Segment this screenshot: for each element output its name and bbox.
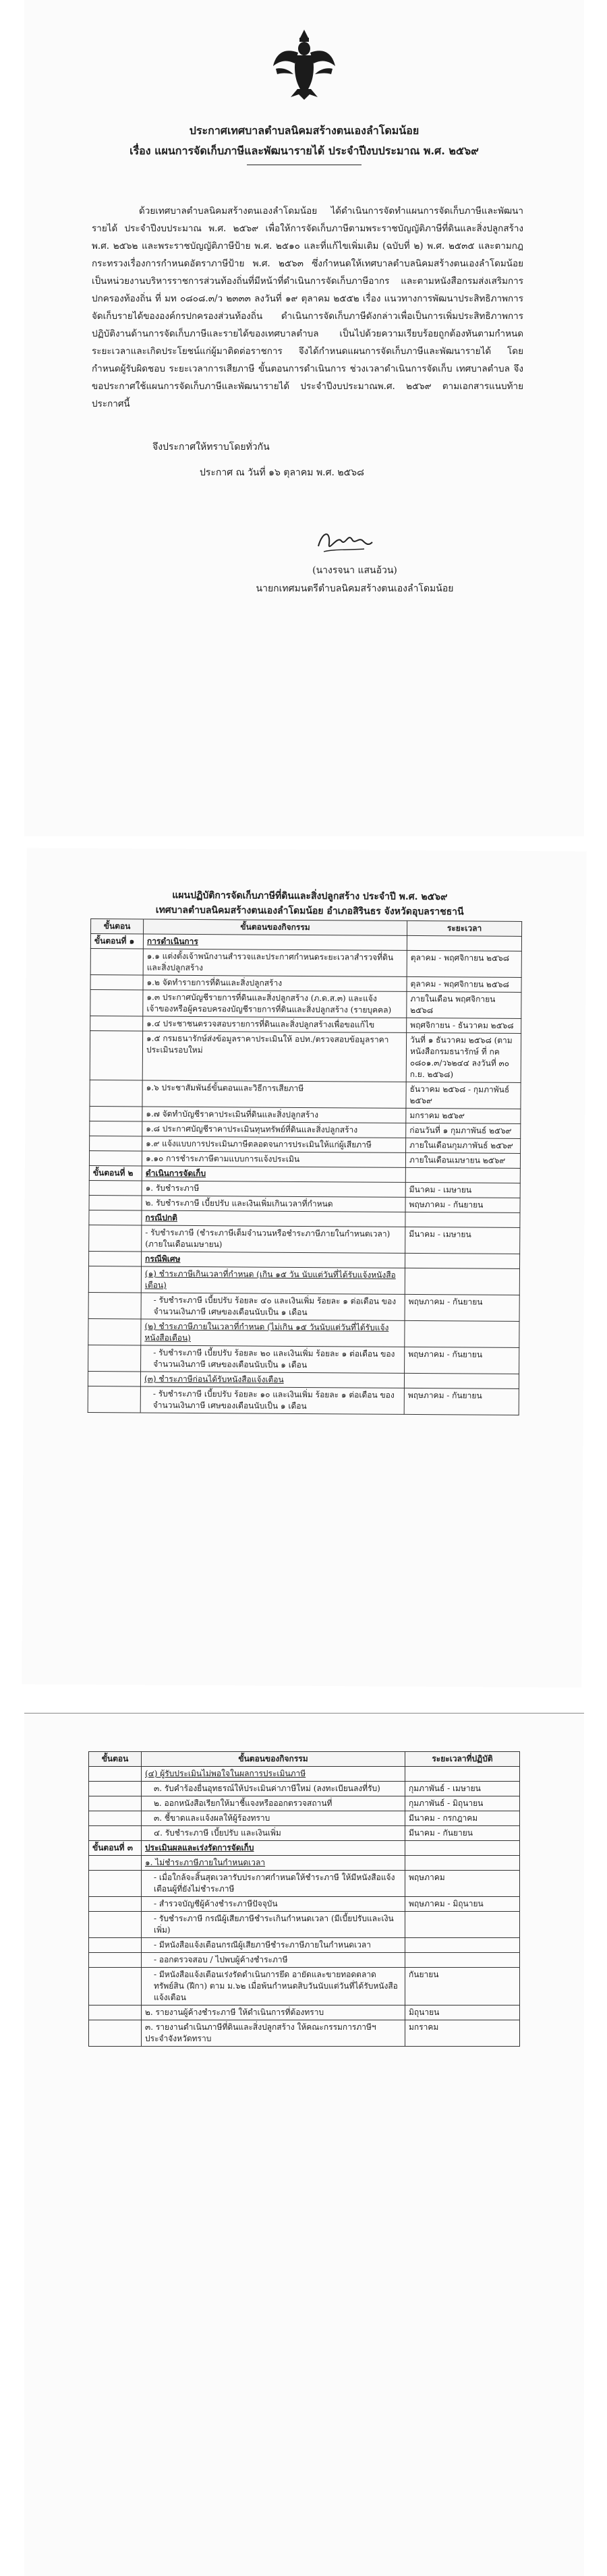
cell-activity: ๑.๗ จัดทำบัญชีราคาประเมินที่ดินและสิ่งปลูกสร้าง <box>142 1107 406 1123</box>
cell-stage <box>90 949 143 975</box>
cell-period: พฤษภาคม - กันยายน <box>404 1388 519 1415</box>
header-period: ระยะเวลา <box>407 920 522 936</box>
cell-activity: ประเมินผลและเร่งรัดการจัดเก็บ <box>142 1841 405 1856</box>
table-row <box>88 1386 519 1415</box>
cell-activity: ๑.๘ ประกาศบัญชีราคาประเมินทุนทรัพย์ที่ดินและสิ่งปลูกสร้าง <box>142 1121 406 1138</box>
cell-period <box>405 1268 519 1295</box>
table-row <box>89 1897 520 1912</box>
cell-stage <box>89 1225 142 1252</box>
cell-period: มีนาคม - เมษายน <box>405 1227 520 1254</box>
table-row <box>90 1031 521 1083</box>
cell-stage <box>89 1767 142 1782</box>
cell-stage: ขั้นตอนที่ ๓ <box>89 1841 142 1856</box>
header-activity: ขั้นตอนของกิจกรรม <box>142 1752 405 1767</box>
cell-activity: ๑.๑๐ การชำระภาษีตามแบบการแจ้งประเมิน <box>142 1151 405 1167</box>
cell-activity: - รับชำระภาษี เบี้ยปรับ ร้อยละ ๑๐ และเงินเพิ่ม ร้อยละ ๑ ต่อเดือน ของจำนวนเงินภาษี เศษของเดือนนับเป็น ๑ เดือน <box>140 1386 404 1414</box>
cell-activity: - เมื่อใกล้จะสิ้นสุดเวลารับประกาศกำหนดให้ชำระภาษี ให้มีหนังสือแจ้งเตือนผู้ที่ยังไม่ชำระภาษี <box>142 1871 405 1897</box>
table-row <box>88 1293 519 1322</box>
announcement-page <box>24 0 584 836</box>
cell-period <box>405 1953 520 1968</box>
cell-stage <box>89 1196 142 1210</box>
cell-stage <box>88 1372 140 1386</box>
cell-period <box>405 1167 520 1183</box>
cell-period: ภายในเดือนกุมภาพันธ์ ๒๕๖๙ <box>406 1138 521 1153</box>
cell-activity: ๓. รับคำร้องยื่นอุทธรณ์ให้ประเมินค่าภาษีใหม่ (ลงทะเบียนลงที่รับ) <box>142 1782 405 1796</box>
cell-stage <box>90 1107 142 1121</box>
cell-stage <box>89 1782 142 1796</box>
table-row <box>89 1782 520 1796</box>
cell-activity: ๑.๑ แต่งตั้งเจ้าพนักงานสำรวจและประกาศกำหนดระยะเวลาสำรวจที่ดินและสิ่งปลูกสร้าง <box>143 949 407 976</box>
cell-period: พฤษภาคม <box>405 1871 520 1897</box>
cell-activity: กรณีปกติ <box>142 1210 405 1227</box>
cell-activity: ๑.๖ ประชาสัมพันธ์ขั้นตอนและวิธีการเสียภาษี <box>142 1080 406 1108</box>
table-row <box>90 949 521 978</box>
table-row <box>88 1319 519 1348</box>
cell-period: พฤษภาคม - กันยายน <box>405 1294 519 1321</box>
cell-stage <box>89 2020 142 2047</box>
announcement-body: ด้วยเทศบาลตำบลนิคมสร้างตนเองลำโดมน้อย ได้ดำเนินการจัดทำแผนการจัดเก็บภาษีและพัฒนารายได้ ประจำปีงบประมาณ พ.ศ. ๒๕๖๙ เพื่อให้การจัดเก็บภาษีตามพระราชบัญญัติภาษีที่ดินและสิ่งปลูกสร้าง พ.ศ. ๒๕๖๒ และพระราชบัญญัติภาษีป้าย พ.ศ. ๒๕๑๐ และที่แก้ไขเพิ่มเติม (ฉบับที่ ๒) พ.ศ. ๒๕๓๕ และตามกฎกระทรวงเรื่องการกำหนดอัตราภาษีป้าย พ.ศ. ๒๕๖๓ ซึ่งกำหนดให้เทศบาลตำบลนิคมสร้างตนเองลำโดมน้อย เป็นหน่วยงานบริหารราชการส่วนท้องถิ่นที่มีหน้าที่ดำเนินการจัดเก็บภาษีอากร และตามหนังสือกรมส่งเสริมการปกครองท้องถิ่น ที่ มท ๐๘๐๘.๓/ว ๒๓๓๓ ลงวันที่ ๑๙ ตุลาคม ๒๕๕๒ เรื่อง แนวทางการพัฒนาประสิทธิภาพการจัดเก็บรายได้ขององค์กรปกครองส่วนท้องถิ่น ดำเนินการจัดเก็บภาษีดังกล่าวเพื่อเป็นการเพิ่มประสิทธิภาพการปฏิบัติงานด้านการจัดเก็บภาษีและรายได้ของเทศบาลตำบล เป็นไปด้วยความเรียบร้อยถูกต้องทันตามกำหนดระยะเวลาและเกิดประโยชน์แก่ผู้มาติดต่อราชการ จึงได้กำหนดแผนการจัดเก็บภาษีและพัฒนารายได้ โดยกำหนดผู้รับผิดชอบ ระยะเวลาการเสียภาษี ขั้นตอนการดำเนินการ ช่วงเวลาดำเนินการจัดเก็บ เทศบาลตำบล จึงขอประกาศใช้แผนการจัดเก็บภาษีและพัฒนารายได้ ประจำปีงบประมาณพ.ศ. ๒๕๖๙ ตามเอกสารแนบท้ายประกาศนี้ <box>92 206 523 409</box>
cell-period: มิถุนายน <box>405 2006 520 2020</box>
cell-activity: - มีหนังสือแจ้งเตือนเร่งรัดดำเนินการยึด อายัดและขายทอดตลาดทรัพย์สิน (ฝีกา) ตาม ม.๖๒ เมื่อพ้นกำหนดสิบวันนับแต่วันที่ได้รับหนังสือแจ้งเตือน <box>142 1968 405 2006</box>
signer-position: นายกเทศมนตรีตำบลนิคมสร้างตนเองลำโดมน้อย <box>256 583 454 594</box>
cell-stage: ขั้นตอนที่ ๒ <box>89 1166 142 1181</box>
cell-period: ตุลาคม - พฤศจิกายน ๒๕๖๘ <box>407 976 521 992</box>
cell-stage <box>89 1938 142 1953</box>
cell-stage <box>88 1266 141 1293</box>
cell-stage <box>88 1345 141 1372</box>
cell-stage <box>89 1252 142 1266</box>
cell-activity: ๓. รายงานดำเนินภาษีที่ดินและสิ่งปลูกสร้าง ให้คณะกรรมการภาษีฯ ประจำจังหวัดทราบ <box>142 2020 405 2047</box>
cell-activity: - รับชำระภาษี เบี้ยปรับ ร้อยละ ๒๐ และเงินเพิ่ม ร้อยละ ๑ ต่อเดือน ของจำนวนเงินภาษี เศษของเดือนนับเป็น ๑ เดือน <box>141 1345 405 1373</box>
cell-period: มีนาคม - กรกฎาคม <box>405 1811 520 1826</box>
table-row <box>89 1811 520 1826</box>
cell-activity: - มีหนังสือแจ้งเตือนกรณีผู้เสียภาษีชำระภาษีภายในกำหนดเวลา <box>142 1938 405 1953</box>
cell-period: วันที่ ๑ ธันวาคม ๒๕๖๘ (ตามหนังสือกรมธนารักษ์ ที่ กค ๐๘๐๑.๓/ว๖๒๔๔ ลงวันที่ ๓๐ ก.ย. ๒๕๖๘) <box>406 1032 521 1082</box>
cell-period <box>405 1841 520 1856</box>
cell-stage <box>90 1080 142 1107</box>
cell-activity: - ออกตรวจสอบ / ไปพบผู้ค้างชำระภาษี <box>142 1953 405 1968</box>
cell-period: กันยายน <box>405 1968 520 2006</box>
cell-stage <box>89 1856 142 1871</box>
cell-period: พฤษภาคม - กันยายน <box>405 1347 519 1374</box>
cell-period <box>407 935 521 951</box>
table-row <box>89 1826 520 1841</box>
header-stage: ขั้นตอน <box>91 919 144 934</box>
table-row <box>89 1871 520 1897</box>
table-row <box>89 1968 520 2006</box>
table-row <box>88 1266 519 1295</box>
table-row <box>89 2020 520 2047</box>
cell-activity: - รับชำระภาษี (ชำระภาษีเต็มจำนวนหรือชำระภาษีภายในกำหนดเวลา) (ภายในเดือนเมษายน) <box>142 1225 405 1253</box>
cell-period: ภายในเดือนเมษายน ๒๕๖๙ <box>405 1152 520 1168</box>
cell-stage <box>90 1121 142 1136</box>
cell-activity: กรณีพิเศษ <box>142 1252 405 1268</box>
cell-period: ตุลาคม - พฤศจิกายน ๒๕๖๘ <box>407 950 521 977</box>
cell-activity: (๓) ชำระภาษีก่อนได้รับหนังสือแจ้งเตือน <box>140 1372 404 1388</box>
cell-activity: ๓. ชี้ขาดและแจ้งผลให้ผู้ร้องทราบ <box>142 1811 405 1826</box>
cell-activity: ดำเนินการจัดเก็บ <box>142 1166 405 1182</box>
cell-stage <box>89 1953 142 1968</box>
cell-period: พฤศจิกายน - ธันวาคม ๒๕๖๘ <box>407 1018 521 1033</box>
cell-stage <box>89 1912 142 1938</box>
table-row <box>89 1767 520 1782</box>
cell-period: มีนาคม - กันยายน <box>405 1826 520 1841</box>
cell-period: มีนาคม - เมษายน <box>405 1182 520 1198</box>
cell-period <box>404 1373 519 1388</box>
header-stage: ขั้นตอน <box>89 1752 142 1767</box>
cell-stage <box>90 1016 143 1031</box>
cell-period: ธันวาคม ๒๕๖๘ - กุมภาพันธ์ ๒๕๖๙ <box>406 1082 521 1109</box>
cell-stage <box>90 1031 142 1080</box>
plan-page-1 <box>22 848 587 1687</box>
table-row <box>90 1080 521 1109</box>
cell-stage <box>89 1871 142 1897</box>
cell-activity: การดำเนินการ <box>143 934 407 950</box>
cell-period <box>405 1938 520 1953</box>
table-row <box>89 1912 520 1938</box>
cell-period: ภายในเดือน พฤศจิกายน ๒๕๖๘ <box>407 991 521 1018</box>
cell-stage <box>89 1151 142 1166</box>
cell-period <box>405 1767 520 1782</box>
cell-stage <box>89 2006 142 2020</box>
header-activity: ขั้นตอนของกิจกรรม <box>144 919 407 935</box>
cell-activity: (๒) ชำระภาษีภายในเวลาที่กำหนด (ไม่เกิน ๑๕ วันนับแต่วันที่ได้รับแจ้งหนังสือเตือน) <box>141 1319 405 1347</box>
signer-name: (นางรจนา แสนอ้วน) <box>312 565 397 576</box>
cell-stage <box>89 1811 142 1826</box>
cell-stage <box>88 1293 141 1319</box>
table-row <box>89 1225 520 1254</box>
announcement-title: ประกาศเทศบาลตำบลนิคมสร้างตนเองลำโดมน้อย <box>189 124 420 137</box>
table-header-row <box>89 1752 520 1767</box>
cell-stage <box>90 975 143 990</box>
cell-activity: ๑.๙ แจ้งแบบการประเมินภาษีตลอดจนการประเมินให้แก่ผู้เสียภาษี <box>142 1136 406 1152</box>
cell-period <box>405 1320 519 1347</box>
plan-subtitle: เทศบาลตำบลนิคมสร้างตนเองลำโดมน้อย อำเภอสิรินธร จังหวัดอุบลราชธานี <box>155 904 464 918</box>
table-row <box>90 990 521 1019</box>
signature-icon <box>314 526 375 557</box>
table-row <box>89 1796 520 1811</box>
cell-activity: ๑.๓ ประกาศบัญชีรายการที่ดินและสิ่งปลูกสร้าง (ภ.ด.ส.๓) และแจ้งเจ้าของหรือผู้ครอบครองบัญชีรายการที่ดินและสิ่งปลูกสร้าง (รายบุคคล) <box>143 990 407 1018</box>
cell-stage <box>89 1210 142 1225</box>
cell-activity: ๑. รับชำระภาษี <box>142 1181 405 1197</box>
garuda-emblem-icon <box>270 27 338 101</box>
cell-activity: (๑) ชำระภาษีเกินเวลาที่กำหนด (เกิน ๑๕ วัน นับแต่วันที่ได้รับแจ้งหนังสือเตือน) <box>141 1266 405 1294</box>
cell-period: กุมภาพันธ์ - มิถุนายน <box>405 1796 520 1811</box>
cell-activity: ๑.๕ กรมธนารักษ์ส่งข้อมูลราคาประเมินให้ อปท./ตรวจสอบข้อมูลราคาประเมินรอบใหม่ <box>142 1031 406 1082</box>
cell-stage <box>90 1136 142 1151</box>
plan-page-2 <box>24 1713 584 2576</box>
announcement-subject: เรื่อง แผนการจัดเก็บภาษีและพัฒนารายได้ ประจำปีงบประมาณ พ.ศ. ๒๕๖๙ <box>129 144 479 157</box>
table-row <box>89 1856 520 1871</box>
cell-activity: ๑.๔ ประชาชนตรวจสอบรายการที่ดินและสิ่งปลูกสร้างเพื่อขอแก้ไข <box>143 1016 407 1032</box>
cell-activity: ๔. รับชำระภาษี เบี้ยปรับ และเงินเพิ่ม <box>142 1826 405 1841</box>
cell-stage: ขั้นตอนที่ ๑ <box>90 934 143 949</box>
table-row <box>88 1345 519 1374</box>
cell-stage <box>89 1968 142 2006</box>
cell-activity: ๒. รับชำระภาษี เบี้ยปรับ และเงินเพิ่มเกินเวลาที่กำหนด <box>142 1196 405 1212</box>
announce-text: จึงประกาศให้ทราบโดยทั่วกัน <box>152 442 270 452</box>
header-period: ระยะเวลาที่ปฏิบัติ <box>405 1752 520 1767</box>
cell-activity: - สำรวจบัญชีผู้ค้างชำระภาษีปัจจุบัน <box>142 1897 405 1912</box>
cell-stage <box>90 990 143 1016</box>
cell-activity: ๑.๒ จัดทำรายการที่ดินและสิ่งปลูกสร้าง <box>143 975 407 991</box>
cell-period: ก่อนวันที่ ๑ กุมภาพันธ์ ๒๕๖๙ <box>406 1123 521 1138</box>
cell-stage <box>89 1181 142 1196</box>
cell-activity: ๑. ไม่ชำระภาษีภายในกำหนดเวลา <box>142 1856 405 1871</box>
cell-stage <box>89 1897 142 1912</box>
cell-period <box>405 1912 520 1938</box>
plan-title: แผนปฏิบัติการจัดเก็บภาษีที่ดินและสิ่งปลูกสร้าง ประจำปี พ.ศ. ๒๕๖๙ <box>172 889 448 903</box>
cell-stage <box>88 1386 140 1413</box>
plan-table-1 <box>88 918 522 1415</box>
cell-period: กุมภาพันธ์ - เมษายน <box>405 1782 520 1796</box>
cell-period <box>405 1212 520 1227</box>
cell-period: มกราคม <box>405 2020 520 2047</box>
cell-period <box>405 1856 520 1871</box>
table-row <box>89 2006 520 2020</box>
plan-table-2 <box>88 1751 520 2047</box>
cell-activity: ๒. รายงานผู้ค้างชำระภาษี ให้ดำเนินการที่ต้องทราบ <box>142 2006 405 2020</box>
cell-stage <box>89 1796 142 1811</box>
cell-activity: - รับชำระภาษี กรณีผู้เสียภาษีชำระเกินกำหนดเวลา (มีเบี้ยปรับและเงินเพิ่ม) <box>142 1912 405 1938</box>
cell-period: พฤษภาคม - มิถุนายน <box>405 1897 520 1912</box>
cell-period: มกราคม ๒๕๖๙ <box>406 1108 521 1123</box>
cell-period <box>405 1253 520 1268</box>
table-row <box>89 1841 520 1856</box>
cell-stage <box>88 1319 141 1345</box>
cell-activity: (๔) ผู้รับประเมินไม่พอใจในผลการประเมินภาษี <box>142 1767 405 1782</box>
cell-stage <box>89 1826 142 1841</box>
announce-date: ประกาศ ณ วันที่ ๑๖ ตุลาคม พ.ศ. ๒๕๖๘ <box>200 467 364 478</box>
cell-period: พฤษภาคม - กันยายน <box>405 1197 520 1212</box>
cell-activity: - รับชำระภาษี เบี้ยปรับ ร้อยละ ๔๐ และเงินเพิ่ม ร้อยละ ๑ ต่อเดือน ของจำนวนเงินภาษี เศษของเดือนนับเป็น ๑ เดือน <box>141 1293 405 1320</box>
table-row <box>89 1938 520 1953</box>
cell-activity: ๒. ออกหนังสือเรียกให้มาชี้แจงหรือออกตรวจสถานที่ <box>142 1796 405 1811</box>
table-row <box>89 1953 520 1968</box>
